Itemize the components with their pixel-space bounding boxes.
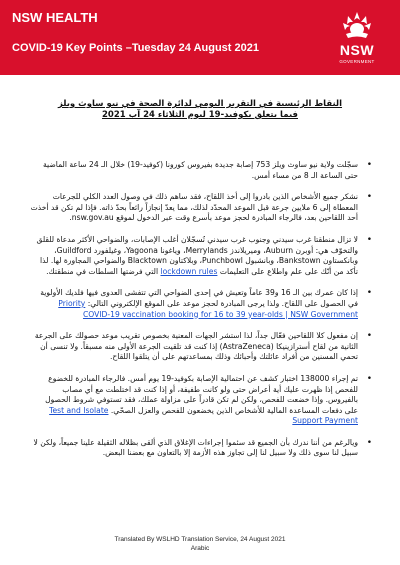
header-title: NSW HEALTH [12,10,98,25]
list-item [30,374,372,427]
logo-government-label: GOVERNMENT [339,59,375,64]
bullet-icon: • [366,437,372,448]
lockdown-rules-link[interactable]: lockdown rules [160,266,218,276]
logo-wordmark: NSW [339,42,375,58]
key-points-list [30,160,372,470]
list-item [30,192,372,224]
list-item-text: تم إجراء 138000 اختبار كشف عن احتمالية الإصابة بكوفيد-19 يوم أمس. فالرجاء المبادرة للخضوع للفحص إذا ظهرت عليك أية أعراض حتى ولو كانت طفيفة، أو إذا كنت قد اختلطت مع أي مصاب بالفيروس. وإذا خضعت للفحص، ولكن لم تكن قادراً على مزاولة عملك، فقد تستوفي شروط الحصول على دفعات المساعدة المالية للأشخاص الذين يخضعون للفحص والعزل الصحّي. [45,373,358,415]
list-item [30,160,372,181]
bullet-icon: • [366,234,372,245]
list-item [30,235,372,277]
list-item [30,288,372,320]
document-title [40,99,360,121]
document-title-line-1: النقاط الرئيسية في التقرير اليومي لدائرة الصحة في نيو ساوث ويلز [57,99,343,109]
list-item-text: إن مفعول كلا اللقاحين فعّال جداً، لذا استشر الجهات المعنية بخصوص تقريب موعد حصولك على الجرعة الثانية من لقاح أسترازينيكا (AstraZeneca) إذا كنت قد تلقيت الجرعة الأولى منه مسبقاً. ولا تنسى أن تحمي المسنين من أفراد عائلتك وأحبائك وذلك بمساعدتهم على أن يتلقوا اللقاح. [34,331,358,362]
document-title-line-2: فيما يتعلق بكوفيد-19 ليوم الثلاثاء 24 آب 2021 [102,110,298,120]
header-subtitle: COVID-19 Key Points –Tuesday 24 August 2021 [12,42,259,54]
bullet-icon: • [366,331,372,342]
page-header [0,0,400,75]
test-isolate-support-payment-link[interactable]: Test and Isolate Support Payment [49,405,358,426]
priority-vaccination-booking-link[interactable]: Priority COVID-19 vaccination booking for 16 to 39 year-olds | NSW Government [58,298,358,319]
list-item-text: نشكر جميع الأشخاص الذين بادروا إلى أخذ اللقاح، فقد ساهم ذلك في وصول العدد الكلي للجرعات المعطاة إلى 6 ملايين جرعة قبل الموعد المحدّد لذلك، مما يعدّ إنجازاً رائعاً بحدّ ذاته. فإذا لم تكن قد أخذت أحد اللقاحين بعد، فالرجاء المبادرة لحجز موعد بأسرع وقت عبر الدخول لموقع nsw.gov.au. [30,192,358,223]
list-item-text: إذا كان عمرك بين الـ 16 و39 عاماً وتعيش في إحدى الضواحي التي تتفشى العدوى فيها فلديك الأولوية في الحصول على اللقاح. ولذا يرجى المبادرة لحجز موعد على الموقع الإلكتروني التالي: [40,288,358,308]
bullet-icon: • [366,373,372,384]
list-item-text: ويالرغم من أننا ندرك بأن الجميع قد سئموا إجراءات الإغلاق الذي ألقى بظلاله الثقيلة علينا جميعاً، ولكن لا سبيل لنا سوى ذلك ولا سبيل لنا إلى تجاوز هذه الأزمة إلا بالتعاون مع بعضنا البعض. [33,437,358,458]
list-item-text: لا تزال منطقتا غرب سيدني وجنوب غرب سيدني تُسجّلان أغلب الإصابات، والضواحي الأكثر مدعاة للقلق والتخوّف هي: أوبرن Auburn، وميريلاندز Merrylands، وياغونا Yagoona، وغيلفورد Guildford، وبانكستاون Bankstown، وبانشبول Punchbowl، وبلاكتاون Blacktown والضواحي المجاورة لها. لذا تأكد من أنّك على علم واطلاع على التعليمات [36,234,358,276]
bullet-icon: • [366,160,372,170]
bullet-icon: • [366,192,372,203]
translation-credit: Translated By WSLHD Translation Service, 24 August 2021 [114,536,286,543]
list-item-text-after: التي فرضتها السلطات في منطقتك. [46,266,159,276]
list-item-text: سجّلت ولاية نيو ساوث ويلز 753 إصابة جديدة بفيروس كورونا (كوفيد-19) خلال الـ 24 ساعة الماضية حتى الساعة الـ 8 من مساء أمس. [42,160,358,180]
waratah-flower-icon [326,8,388,42]
list-item [30,331,372,363]
nsw-government-logo [326,8,388,68]
page-footer [0,535,400,553]
language-label: Arabic [190,545,210,552]
bullet-icon: • [366,288,372,299]
list-item [30,438,372,459]
